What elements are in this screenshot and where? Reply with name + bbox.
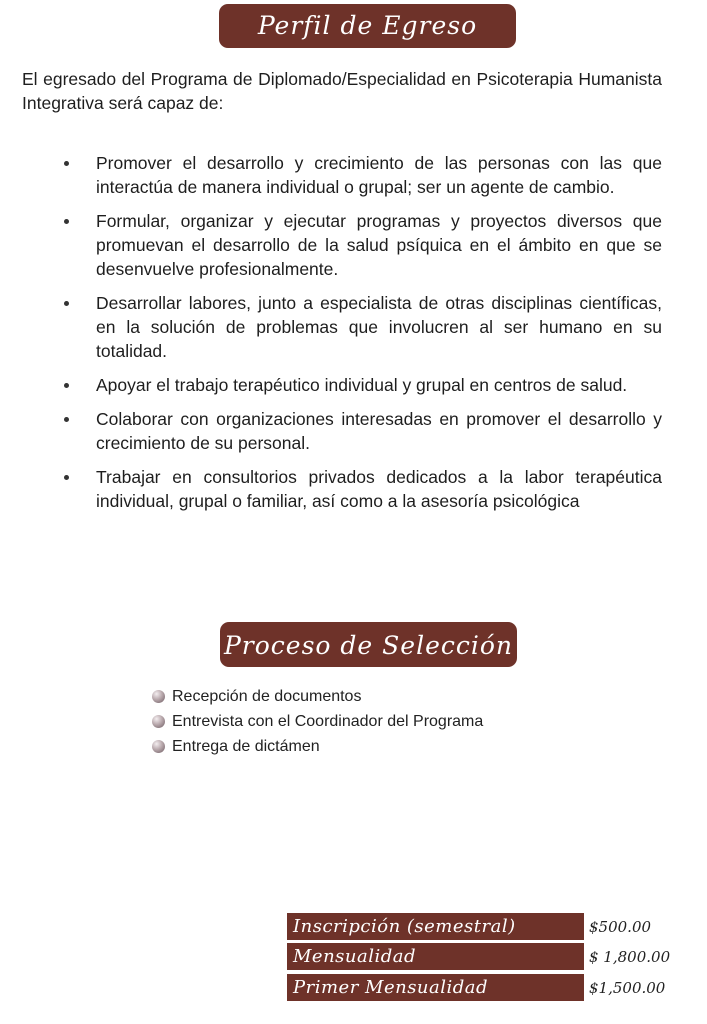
bullet-icon xyxy=(64,161,69,166)
list-item: Desarrollar labores, junto a especialista de otras disciplinas científicas, en la solución de problemas que involucren al ser humano en su totalidad. xyxy=(56,291,662,363)
sphere-bullet-icon xyxy=(152,715,165,728)
fee-label: Primer Mensualidad xyxy=(287,974,584,1001)
fee-label: Inscripción (semestral) xyxy=(287,913,584,940)
list-item: Promover el desarrollo y crecimiento de las personas con las que interactúa de manera individual o grupal; ser un agente de cambio. xyxy=(56,151,662,199)
sphere-bullet-icon xyxy=(152,740,165,753)
list-item: Apoyar el trabajo terapéutico individual y grupal en centros de salud. xyxy=(56,373,662,397)
list-item: Formular, organizar y ejecutar programas y proyectos diversos que promuevan el desarrollo de la salud psíquica en el ámbito en que se desenvuelve profesionalmente. xyxy=(56,209,662,281)
bullet-icon xyxy=(64,219,69,224)
fee-value: $1,500.00 xyxy=(589,979,666,997)
list-item: Trabajar en consultorios privados dedicados a la labor terapéutica individual, grupal o familiar, así como a la asesoría psicológica xyxy=(56,465,662,513)
sphere-bullet-icon xyxy=(152,690,165,703)
list-item: Recepción de documentos xyxy=(152,684,483,709)
list-item: Colaborar con organizaciones interesadas en promover el desarrollo y crecimiento de su personal. xyxy=(56,407,662,455)
perfil-intro: El egresado del Programa de Diplomado/Especialidad en Psicoterapia Humanista Integrativa será capaz de: xyxy=(22,69,662,113)
fee-label: Mensualidad xyxy=(287,943,584,970)
bullet-icon xyxy=(64,475,69,480)
fee-value: $ 1,800.00 xyxy=(589,948,671,966)
bullet-icon xyxy=(64,417,69,422)
list-item: Entrega de dictámen xyxy=(152,734,483,759)
perfil-de-egreso-heading: Perfil de Egreso xyxy=(219,4,516,48)
list-item: Entrevista con el Coordinador del Programa xyxy=(152,709,483,734)
fee-value: $500.00 xyxy=(589,918,652,936)
objectives-list xyxy=(56,151,662,523)
bullet-icon xyxy=(64,301,69,306)
bullet-icon xyxy=(64,383,69,388)
proceso-de-seleccion-heading: Proceso de Selección xyxy=(220,622,517,667)
selection-steps-list xyxy=(152,684,483,759)
